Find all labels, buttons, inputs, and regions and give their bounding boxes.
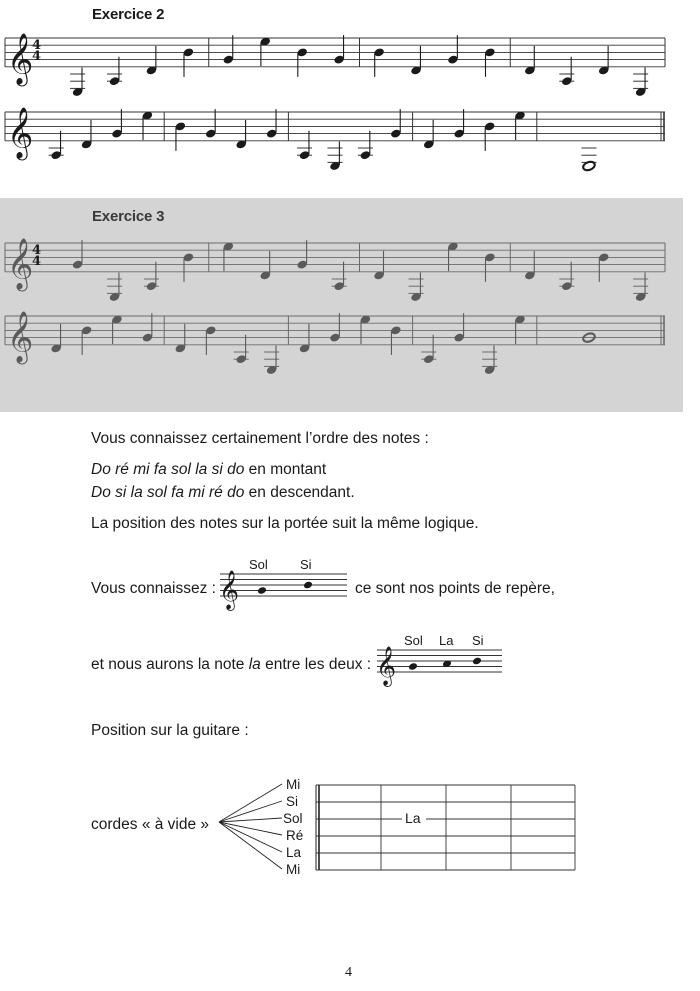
string-label-mi-high: Mi (286, 777, 301, 792)
open-strings-label: cordes « à vide » (91, 816, 210, 833)
exercise-2-title: Exercice 2 (92, 6, 165, 23)
exercise-2-timesig: 4 4 (32, 38, 42, 64)
string-label-si: Si (286, 794, 299, 809)
treble-clef-icon: 𝄞 (7, 237, 34, 290)
exercise-3-timesig: 4 4 (32, 243, 42, 269)
guitar-position: Position sur la guitare : (91, 722, 249, 739)
exercise-3-title: Exercice 3 (92, 208, 165, 225)
fretted-note-la: La (405, 810, 421, 826)
descending-line: Do si la sol fa mi ré do en descendant. (91, 484, 355, 501)
treble-clef-icon: 𝄞 (7, 310, 34, 363)
ascending-line: Do ré mi fa sol la si do en montant (91, 461, 327, 478)
between-line: et nous aurons la note la entre les deux : (91, 656, 372, 673)
treble-clef-icon: 𝄞 (7, 106, 34, 159)
known-prefix: Vous connaissez : (91, 580, 216, 597)
string-label-re: Ré (286, 828, 304, 843)
label-si-2: Si (472, 633, 484, 648)
label-sol-1: Sol (249, 557, 268, 572)
page-number: 4 (345, 965, 352, 980)
treble-clef-icon: 𝄞 (7, 32, 34, 85)
pointer-line (219, 822, 282, 852)
string-label-la: La (286, 845, 302, 860)
known-suffix: ce sont nos points de repère, (355, 580, 555, 597)
pointer-line (219, 784, 282, 822)
label-la-2: La (439, 633, 454, 648)
treble-clef-icon: 𝄞 (376, 645, 397, 686)
treble-clef-icon: 𝄞 (219, 569, 240, 610)
pointer-line (219, 822, 282, 869)
string-label-sol: Sol (283, 811, 303, 826)
position-logic: La position des notes sur la portée suit la même logique. (91, 515, 479, 532)
string-label-mi-low: Mi (286, 862, 301, 877)
label-si-1: Si (300, 557, 312, 572)
order-intro: Vous connaissez certainement l’ordre des notes : (91, 430, 429, 447)
label-sol-2: Sol (404, 633, 423, 648)
